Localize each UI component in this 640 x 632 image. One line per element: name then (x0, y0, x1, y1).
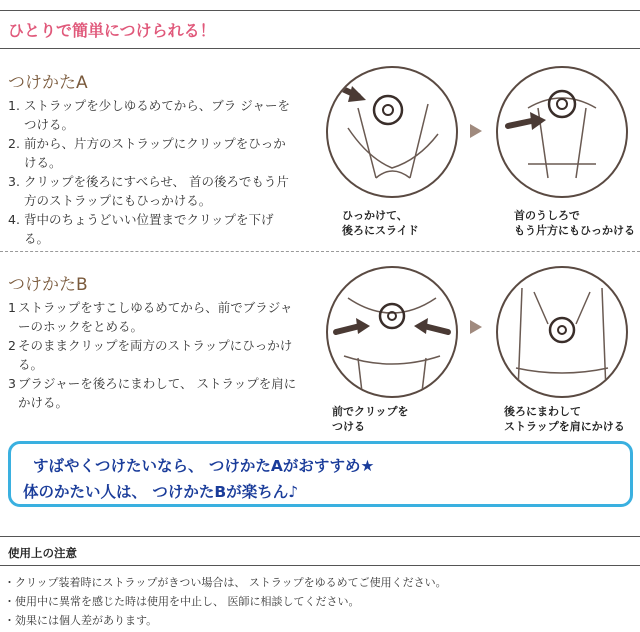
clip-icon (550, 318, 574, 342)
step-number: 2 (8, 338, 16, 353)
step-a-3 (8, 172, 298, 210)
step-number: 3 (8, 376, 16, 391)
step-text: そのままクリップを両方のストラップにひっかける。 (18, 338, 293, 372)
step-a-2 (8, 134, 298, 172)
step-number: 2. (8, 136, 20, 151)
section-divider (0, 251, 640, 252)
notes-top-rule (0, 536, 640, 537)
step-text: 背中のちょうどいい位置までクリップを下げる。 (24, 212, 274, 246)
step-b-1 (8, 298, 298, 336)
illustration-a-front (326, 66, 458, 198)
notes-title-rule (0, 565, 640, 566)
notes-title: 使用上の注意 (8, 546, 77, 560)
notes-list (4, 574, 447, 631)
caption-b-1 (332, 404, 409, 434)
step-b-2 (8, 336, 298, 374)
step-text: ブラジャーを後ろにまわして、 ストラップを肩にかける。 (18, 376, 297, 410)
caption-line: 後ろにまわして (504, 405, 581, 418)
page-title: ひとりで簡単につけられる！ (8, 21, 216, 40)
step-text: ストラップをすこしゆるめてから、前でブラジャーのホックをとめる。 (18, 300, 293, 334)
step-number: 3. (8, 174, 20, 189)
note-item: ・効果には個人差があります。 (4, 614, 158, 627)
caption-a-1 (342, 208, 419, 238)
illustration-a-back (496, 66, 628, 198)
method-b-title: つけかたB (8, 275, 88, 295)
illustration-b-front (326, 266, 458, 398)
method-a-title: つけかたA (8, 73, 88, 93)
caption-b-2 (504, 404, 625, 434)
caption-a-2 (514, 208, 635, 238)
note-item: ・使用中に異常を感じた時は使用を中止し、 医師に相談してください。 (4, 595, 360, 608)
caption-line: 首のうしろで (514, 209, 580, 222)
step-b-3 (8, 374, 298, 412)
step-number: 4. (8, 212, 20, 227)
clip-icon (380, 304, 404, 328)
triangle-arrow-icon (470, 320, 482, 334)
caption-line: ひっかけて、 (342, 209, 408, 222)
step-a-4 (8, 210, 298, 248)
step-text: 前から、片方のストラップにクリップをひっかける。 (24, 136, 286, 170)
clip-icon (374, 96, 402, 124)
step-number: 1 (8, 300, 16, 315)
clip-icon (549, 91, 575, 117)
method-a-steps (8, 96, 298, 248)
triangle-arrow-icon (470, 124, 482, 138)
caption-line: もう片方にもひっかける (514, 224, 635, 237)
caption-line: 後ろにスライド (342, 224, 419, 237)
caption-line: 前でクリップを (332, 405, 409, 418)
header-rule (0, 48, 640, 49)
note-item: ・クリップ装着時にストラップがきつい場合は、 ストラップをゆるめてご使用ください。 (4, 576, 447, 589)
step-text: ストラップを少しゆるめてから、ブラ ジャーをつける。 (24, 98, 290, 132)
illustration-b-back (496, 266, 628, 398)
recommendation-box (8, 441, 633, 507)
step-number: 1. (8, 98, 20, 113)
top-rule (0, 10, 640, 11)
caption-line: ストラップを肩にかける (504, 420, 625, 433)
recommendation-line-2: 体のかたい人は、 つけかたBが楽ちん♪ (23, 483, 299, 501)
arrow-icon (336, 86, 366, 102)
step-text: クリップを後ろにすべらせ、 首の後ろでもう片方のストラップにもひっかける。 (24, 174, 289, 208)
step-a-1 (8, 96, 298, 134)
caption-line: つける (332, 420, 365, 433)
recommendation-line-1: すばやくつけたいなら、 つけかたAがおすすめ★ (33, 457, 375, 475)
method-b-steps (8, 298, 298, 412)
